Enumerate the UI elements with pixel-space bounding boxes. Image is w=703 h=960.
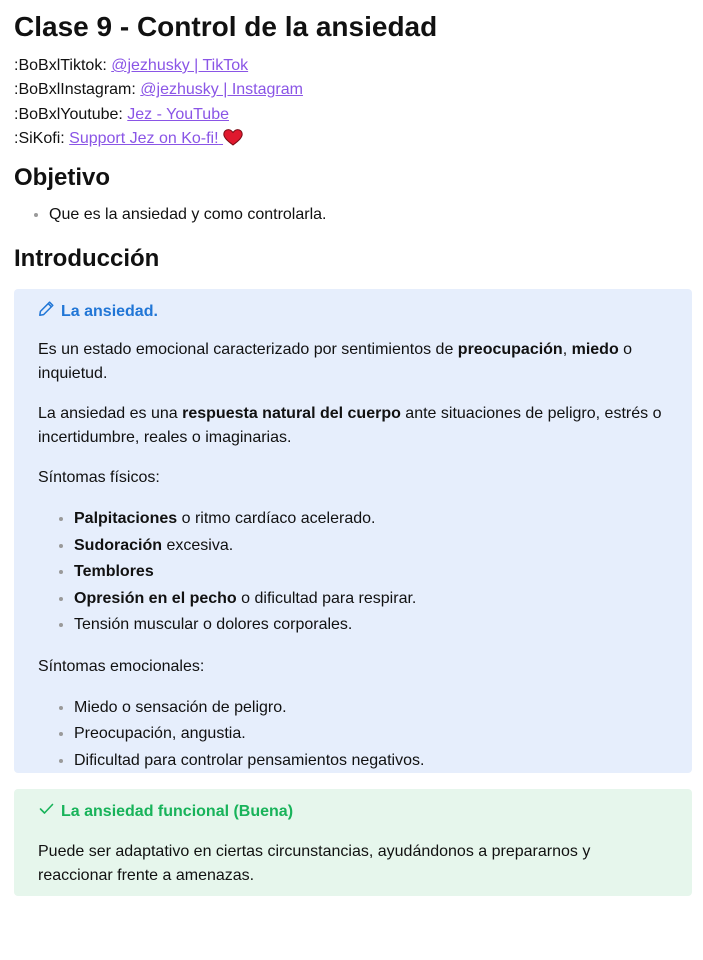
link-prefix: :BoBxlInstagram: — [14, 81, 141, 99]
link-prefix: :BoBxlYoutube: — [14, 105, 128, 123]
list-item: • Que es la ansiedad y como controlarla. — [49, 204, 692, 226]
list-item: • Opresión en el pecho o dificultad para respirar. — [74, 586, 668, 613]
callout-title — [38, 302, 668, 322]
introduccion-heading: Introducción — [14, 245, 160, 273]
objetivo-list — [14, 204, 692, 226]
callout-title — [38, 802, 668, 822]
pencil-icon — [38, 300, 61, 325]
definition-paragraph: Es un estado emocional caracterizado por sentimientos de preocupación, miedo o inquietud. — [38, 341, 633, 383]
kofi-link-text: Support Jez on Ko-fi! — [69, 129, 219, 147]
funcional-paragraph: Puede ser adaptativo en ciertas circunstancias, ayudándonos a prepararnos y reaccionar frente a amenazas. — [38, 843, 591, 885]
ansiedad-callout — [14, 289, 692, 773]
link-prefix: :BoBxlTiktok: — [14, 57, 112, 74]
ansiedad-funcional-callout — [14, 789, 692, 896]
callout-title-text: La ansiedad funcional (Buena) — [61, 803, 294, 821]
list-item: • Preocupación, angustia. — [74, 721, 668, 748]
response-paragraph: La ansiedad es una respuesta natural del cuerpo ante situaciones de peligro, estrés o incertidumbre, reales o imaginarias. — [38, 405, 662, 447]
callout-title-text: La ansiedad. — [61, 303, 158, 321]
youtube-link-row — [14, 103, 692, 127]
tiktok-link[interactable]: @jezhusky | TikTok — [111, 57, 249, 74]
tiktok-link-row — [14, 54, 692, 78]
link-prefix: :SiKofi: — [14, 129, 70, 147]
objetivo-heading: Objetivo — [14, 164, 111, 192]
list-item: • Miedo o sensación de peligro. — [74, 695, 668, 722]
checkmark-icon — [38, 800, 61, 825]
kofi-link-row — [14, 127, 692, 154]
list-item: • Dificultad para controlar pensamientos negativos. — [74, 748, 668, 775]
social-links — [14, 54, 692, 154]
youtube-link[interactable]: Jez - YouTube — [127, 105, 229, 123]
sintomas-emocionales-label: Síntomas emocionales: — [38, 657, 205, 675]
page-title: Clase 9 - Control de la ansiedad — [14, 11, 438, 42]
sintomas-emocionales-list — [38, 695, 668, 775]
list-item: • Sudoración excesiva. — [74, 533, 668, 560]
instagram-link[interactable]: @jezhusky | Instagram — [140, 81, 303, 99]
sintomas-fisicos-list — [38, 506, 668, 639]
list-item: • Tensión muscular o dolores corporales. — [74, 612, 668, 639]
list-item: • Palpitaciones o ritmo cardíaco acelerado. — [74, 506, 668, 533]
sintomas-fisicos-label: Síntomas físicos: — [38, 469, 160, 487]
instagram-link-row — [14, 78, 692, 102]
list-item: • Temblores — [74, 559, 668, 586]
heart-icon — [223, 129, 243, 154]
kofi-link[interactable] — [69, 130, 243, 147]
